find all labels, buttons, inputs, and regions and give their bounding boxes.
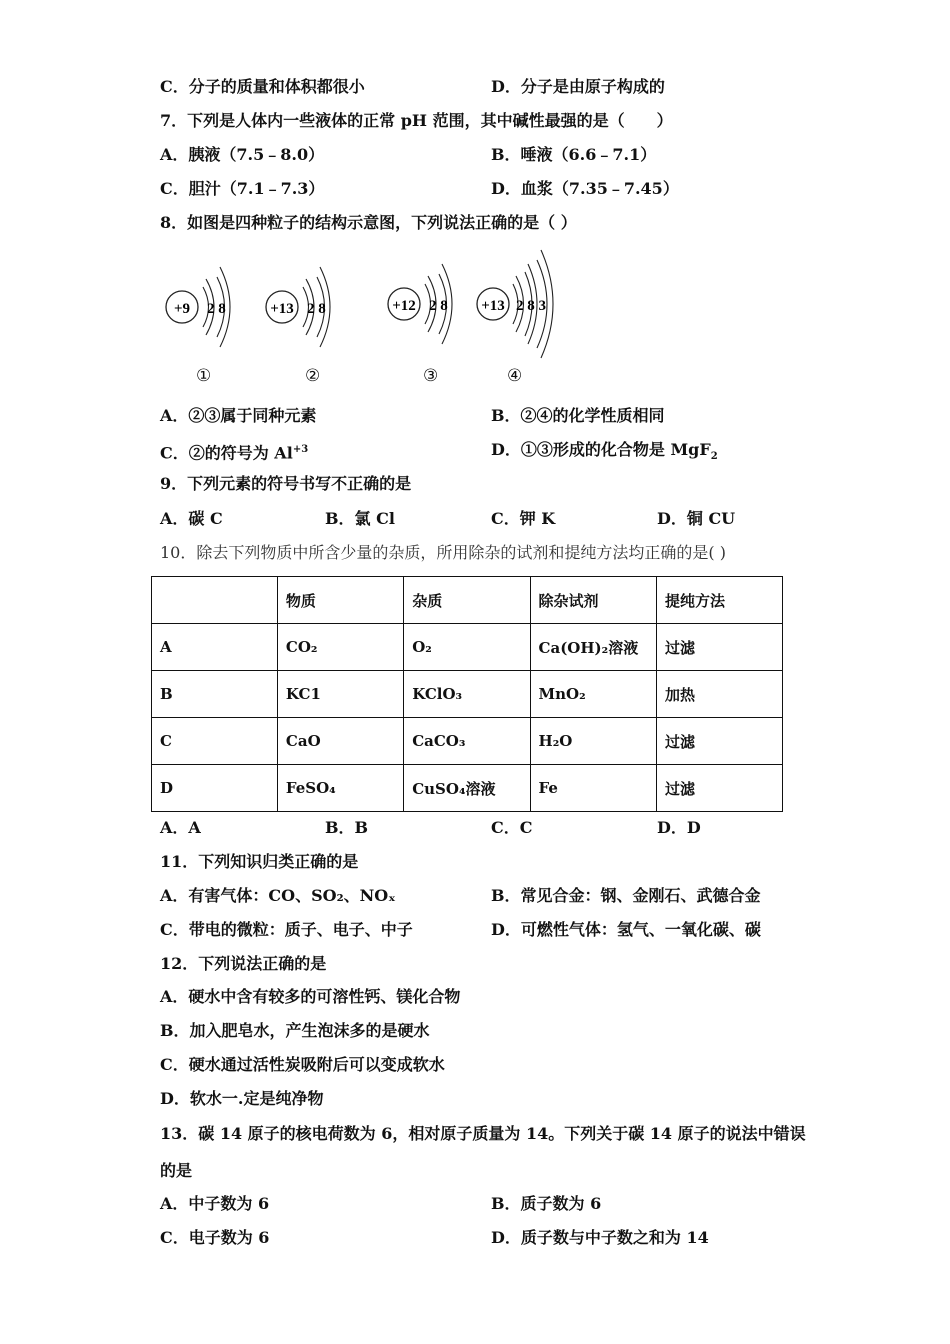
- q10-option-c: C．C: [491, 818, 533, 837]
- q13-stem-line2: 的是: [160, 1161, 193, 1180]
- table-row: [152, 671, 783, 718]
- table-header-cell: [152, 577, 278, 624]
- table-cell: 过滤: [657, 765, 783, 812]
- svg-text:2 8: 2 8: [429, 298, 448, 314]
- table-cell: CO₂: [277, 624, 403, 671]
- table-cell: D: [152, 765, 278, 812]
- q10-option-a: A．A: [160, 818, 201, 837]
- table-cell: KClO₃: [404, 671, 530, 718]
- q10-table: [151, 576, 783, 812]
- table-cell: 加热: [657, 671, 783, 718]
- table-cell: CuSO₄溶液: [404, 765, 530, 812]
- q13-option-a: A．中子数为 6: [160, 1194, 270, 1213]
- q11-option-c: C．带电的微粒：质子、电子、中子: [160, 920, 413, 939]
- q12-stem: 12．下列说法正确的是: [160, 954, 327, 973]
- q7-option-b: B．唾液（6.6﹣7.1）: [491, 145, 657, 164]
- q11-option-b: B．常见合金：钢、金刚石、武德合金: [491, 886, 761, 905]
- table-cell: A: [152, 624, 278, 671]
- table-cell: O₂: [404, 624, 530, 671]
- q9-option-b: B．氯 Cl: [325, 509, 395, 528]
- table-cell: Fe: [530, 765, 657, 812]
- table-cell: C: [152, 718, 278, 765]
- table-header-cell: 杂质: [404, 577, 530, 624]
- q7-stem: 7．下列是人体内一些液体的正常 pH 范围，其中碱性最强的是（ ）: [160, 111, 673, 130]
- shell-electrons: 2 8: [207, 301, 226, 317]
- q8-stem: 8．如图是四种粒子的结构示意图，下列说法正确的是（ ）: [160, 213, 577, 232]
- table-header-cell: 除杂试剂: [530, 577, 657, 624]
- q7-option-a: A．胰液（7.5﹣8.0）: [160, 145, 325, 164]
- table-cell: 过滤: [657, 718, 783, 765]
- svg-text:2 8: 2 8: [307, 301, 326, 317]
- table-cell: KC1: [277, 671, 403, 718]
- atom-diagram-4: [473, 248, 573, 362]
- atom-diagram-1: [160, 255, 250, 359]
- table-cell: CaO: [277, 718, 403, 765]
- atom-label-4: ④: [507, 366, 523, 386]
- q6-option-c: C．分子的质量和体积都很小: [160, 77, 365, 96]
- q10-stem: 10．除去下列物质中所含少量的杂质，所用除杂的试剂和提纯方法均正确的是( ): [160, 543, 726, 562]
- table-cell: 过滤: [657, 624, 783, 671]
- table-row: [152, 624, 783, 671]
- atom-diagram-2: [262, 255, 352, 359]
- q13-option-d: D．质子数与中子数之和为 14: [491, 1228, 709, 1247]
- table-row: [152, 718, 783, 765]
- q7-option-c: C．胆汁（7.1﹣7.3）: [160, 179, 325, 198]
- q9-option-d: D．铜 CU: [657, 509, 736, 528]
- q13-stem-line1: 13．碳 14 原子的核电荷数为 6，相对原子质量为 14。下列关于碳 14 原子的说法中错误: [160, 1124, 806, 1143]
- q8-option-c: C．②的符号为 $Al^{+3}$: [160, 443, 309, 463]
- atom-label-3: ③: [423, 366, 439, 386]
- svg-text:2 8 3: 2 8 3: [516, 298, 546, 314]
- svg-text:+12: +12: [392, 298, 416, 314]
- q11-option-a: A．有害气体：CO、SO₂、NOₓ: [160, 886, 396, 905]
- table-cell: B: [152, 671, 278, 718]
- q9-option-a: A．碳 C: [160, 509, 223, 528]
- q12-option-b: B．加入肥皂水，产生泡沫多的是硬水: [160, 1021, 430, 1040]
- charge-superscript: +3: [292, 444, 309, 455]
- q11-option-d: D．可燃性气体：氢气、一氧化碳、碳: [491, 920, 761, 939]
- table-header-cell: 物质: [277, 577, 403, 624]
- q12-option-c: C．硬水通过活性炭吸附后可以变成软水: [160, 1055, 445, 1074]
- q8-option-d: D．①③形成的化合物是 MgF$_2$: [491, 440, 718, 463]
- svg-text:+13: +13: [481, 298, 505, 314]
- q13-option-c: C．电子数为 6: [160, 1228, 270, 1247]
- table-header-row: [152, 577, 783, 624]
- q13-option-b: B．质子数为 6: [491, 1194, 602, 1213]
- table-row: [152, 765, 783, 812]
- table-cell: CaCO₃: [404, 718, 530, 765]
- q12-option-d: D．软水一.定是纯净物: [160, 1089, 324, 1108]
- table-cell: MnO₂: [530, 671, 657, 718]
- q10-option-b: B．B: [325, 818, 369, 837]
- table-header-cell: 提纯方法: [657, 577, 783, 624]
- q9-option-c: C．钾 K: [491, 509, 556, 528]
- subscript: 2: [710, 451, 718, 463]
- q9-stem: 9．下列元素的符号书写不正确的是: [160, 474, 412, 493]
- table-cell: H₂O: [530, 718, 657, 765]
- q12-option-a: A．硬水中含有较多的可溶性钙、镁化合物: [160, 987, 461, 1006]
- atom-diagram-3: [384, 252, 474, 356]
- q11-stem: 11．下列知识归类正确的是: [160, 852, 359, 871]
- q8-option-b: B．②④的化学性质相同: [491, 406, 665, 425]
- svg-text:+13: +13: [270, 301, 294, 317]
- atom-label-2: ②: [305, 366, 321, 386]
- table-cell: Ca(OH)₂溶液: [530, 624, 657, 671]
- q10-option-d: D．D: [657, 818, 701, 837]
- q6-option-d: D．分子是由原子构成的: [491, 77, 665, 96]
- q8-option-a: A．②③属于同种元素: [160, 406, 317, 425]
- nucleus-charge: +9: [173, 301, 191, 317]
- table-cell: FeSO₄: [277, 765, 403, 812]
- q7-option-d: D．血浆（7.35﹣7.45）: [491, 179, 679, 198]
- atom-label-1: ①: [196, 366, 212, 386]
